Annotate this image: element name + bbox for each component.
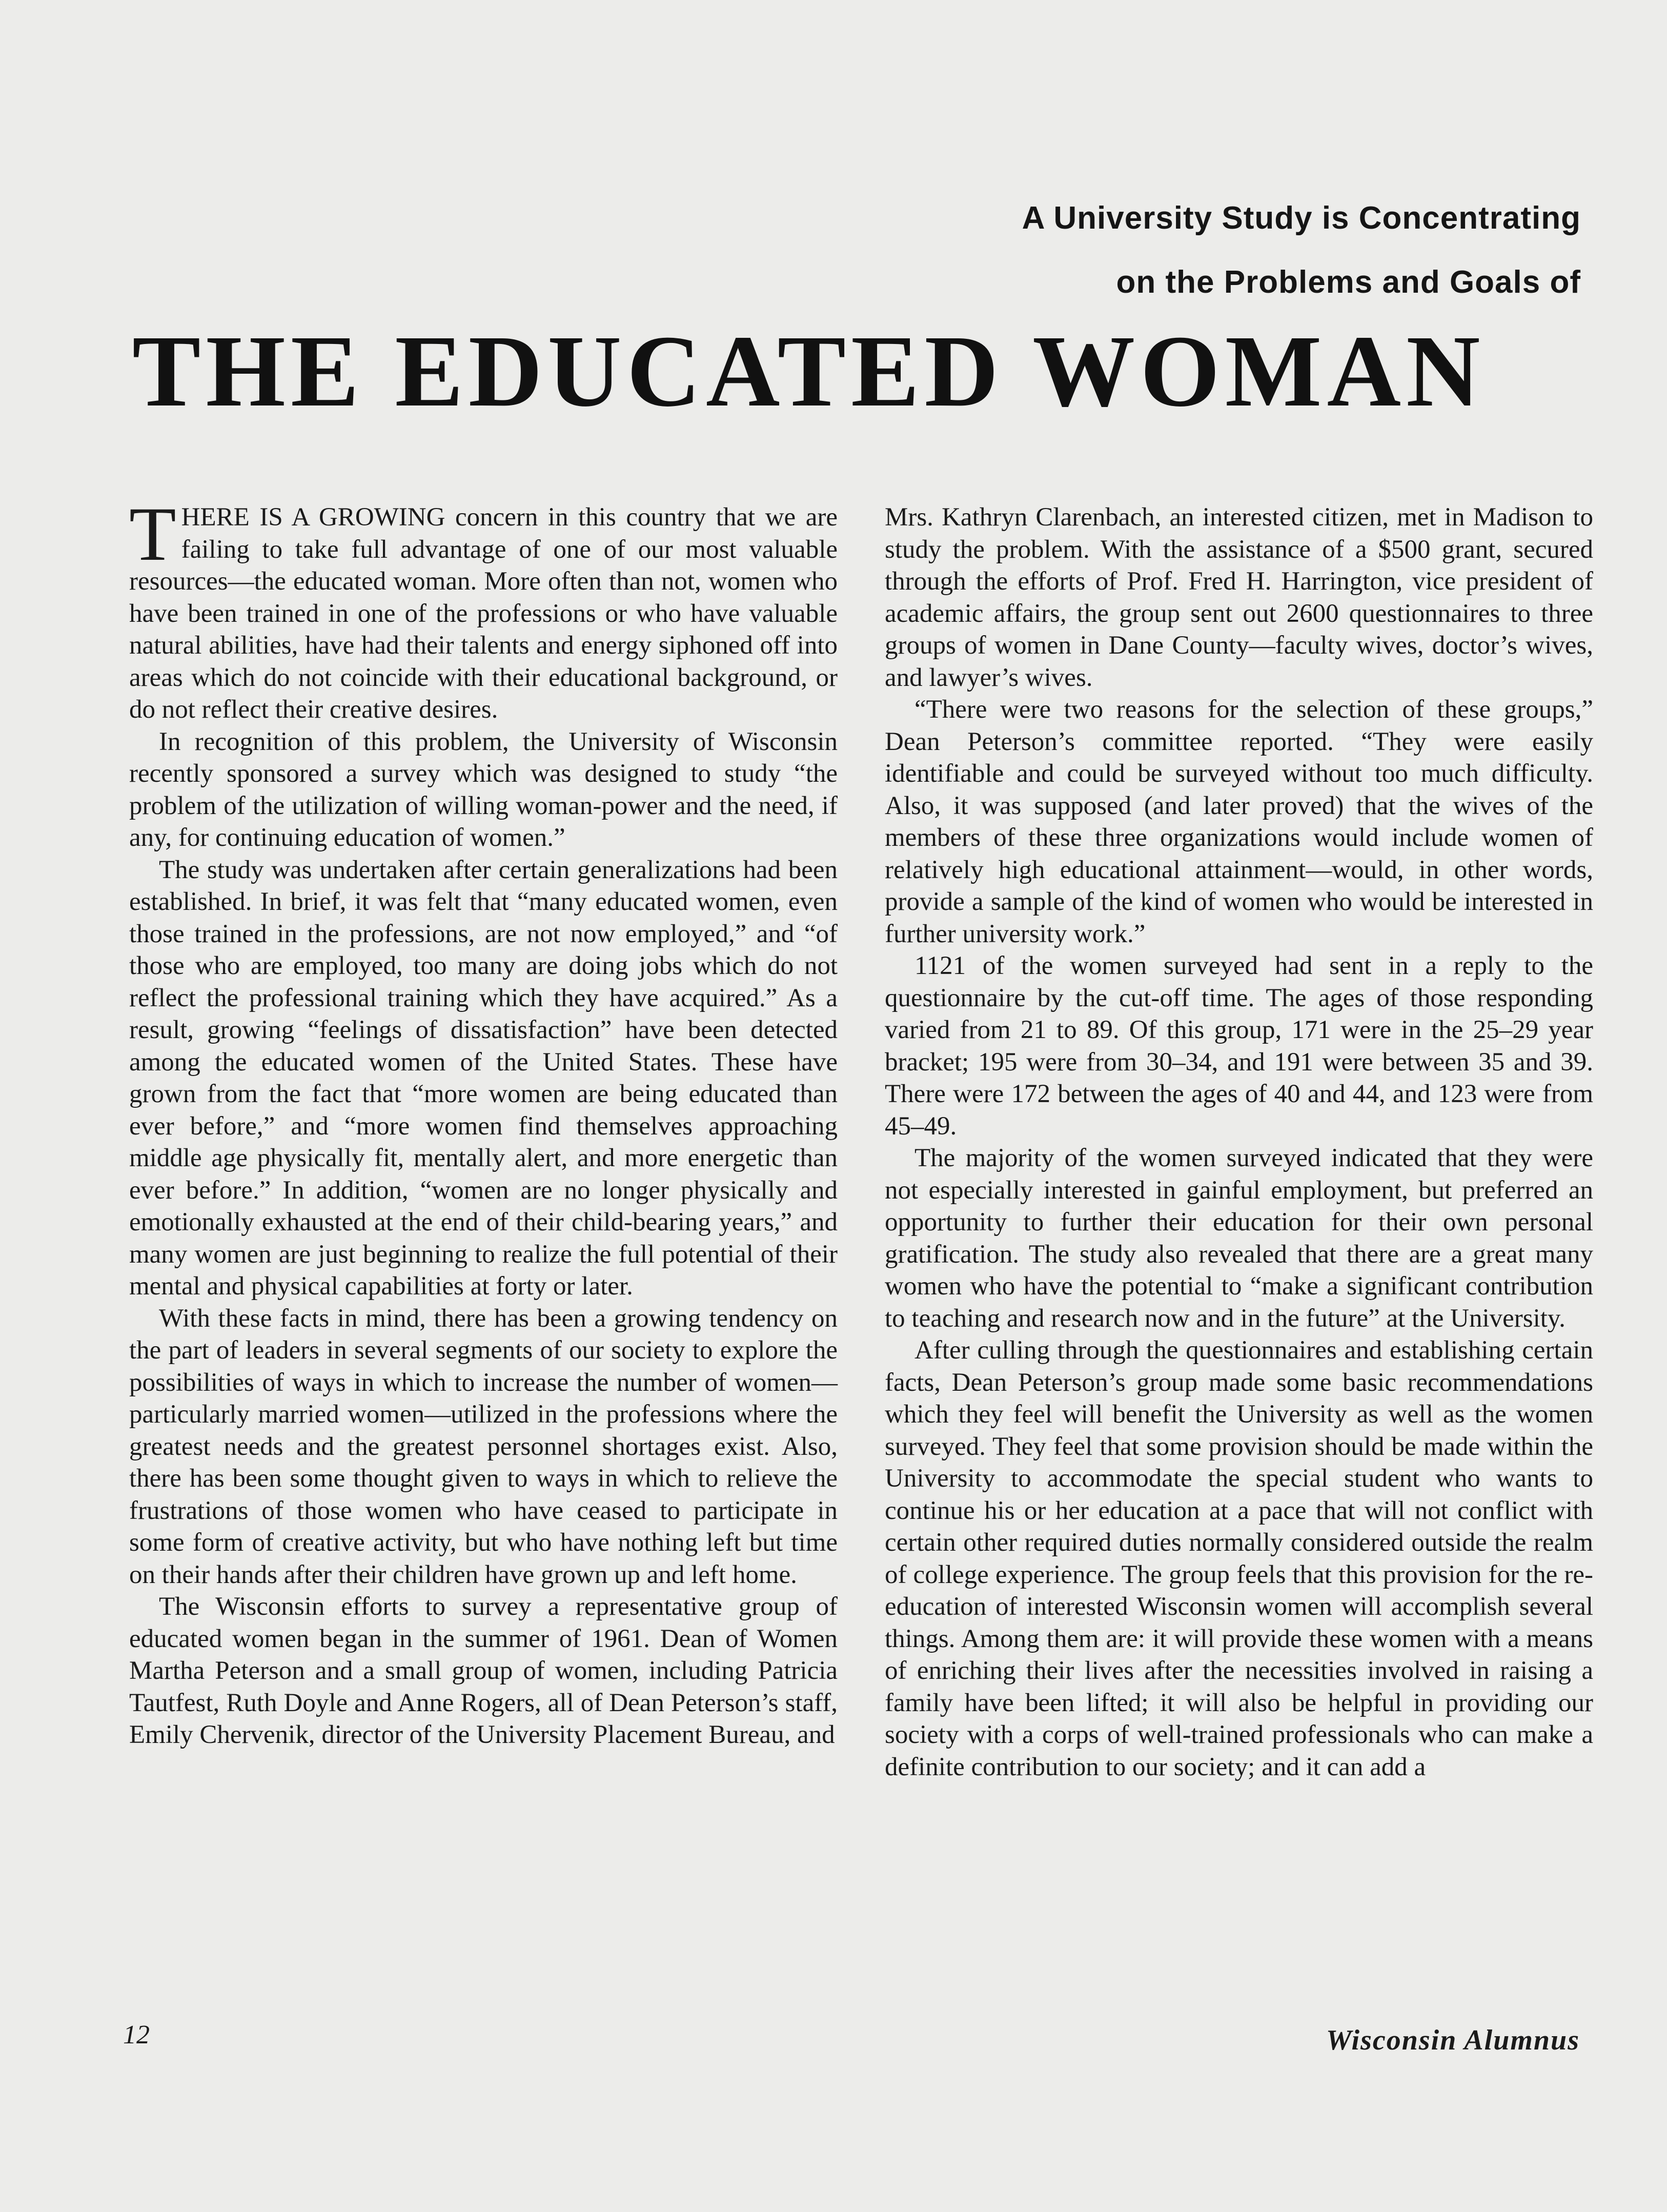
paragraph: [129, 492, 838, 726]
paragraph: The study was undertaken after certain generalizations had been established. In brief, it was felt that “many educated women, even those trained in the professions, are not now employed,” and “of those who are employed, too many are doing jobs which do not reflect the professional training which they have acquired.” As a result, growing “feelings of dissatisfaction” have been detected among the educated women of the United States. These have grown from the fact that “more women are being educated than ever before,” and “more women find themselves approaching middle age physically fit, mentally alert, and more energetic than ever before.” In addition, “women are no longer physically and emotionally exhausted at the end of their child-bearing years,” and many women are just beginning to realize the full potential of their mental and physical capabilities at forty or later.: [129, 855, 838, 1301]
paragraph: “There were two reasons for the selection of these groups,” Dean Peterson’s committee reported. “They were easily identifiable and could be surveyed without too much difficulty. Also, it was supposed (and later proved) that the wives of the members of these three organizations would include women of relatively high educational attainment—would, in other words, provide a sample of the kind of women who would be interested in further university work.”: [885, 695, 1593, 948]
kicker-line-2: on the Problems and Goals of: [1116, 265, 1581, 300]
article-title: THE EDUCATED WOMAN: [132, 315, 1486, 428]
right-column: [885, 501, 1593, 1783]
publication-name: Wisconsin Alumnus: [1326, 2024, 1580, 2056]
paragraph: 1121 of the women surveyed had sent in a reply to the questionnaire by the cut-off time. The ages of those responding varied from 21 to 89. Of this group, 171 were in the 25–29 year bracket; 195 were from 30–34, and 191 were between 35 and 39. There were 172 between the ages of 40 and 44, and 123 were from 45–49.: [885, 951, 1593, 1141]
paragraph: In recognition of this problem, the University of Wisconsin recently sponsored a survey which was designed to study “the problem of the utilization of willing woman-power and the need, if any, for continuing education of women.”: [129, 727, 838, 852]
drop-cap: T: [129, 492, 176, 577]
paragraph: The Wisconsin efforts to survey a representative group of educated women began in the summer of 1961. Dean of Women Martha Peterson and a small group of women, including Patricia Tautfest, Ruth Doyle and Anne Rogers, all of Dean Peterson’s staff, Emily Chervenik, director of the University Placement Bureau, and: [129, 1592, 838, 1749]
paragraph: Mrs. Kathryn Clarenbach, an interested citizen, met in Madison to study the problem. With the assistance of a $500 grant, secured through the efforts of Prof. Fred H. Harrington, vice president of academic affairs, the group sent out 2600 questionnaires to three groups of women in Dane County—faculty wives, doctor’s wives, and lawyer’s wives.: [885, 503, 1593, 692]
page-number: 12: [123, 2020, 150, 2049]
paragraph: The majority of the women surveyed indicated that they were not especially interested in gainful employment, but preferred an opportunity to further their education for their own personal gratification. The study also revealed that there are a great many women who have the potential to “make a significant contribution to teaching and research now and in the future” at the University.: [885, 1144, 1593, 1333]
kicker-line-1: A University Study is Concentrating: [1022, 200, 1581, 236]
paragraph: After culling through the questionnaires and establishing certain facts, Dean Peterson’s group made some basic recommendations which they feel will benefit the University as well as the women surveyed. They feel that some provision should be made within the University to accommodate the special student who wants to continue his or her education at a pace that will not conflict with certain other required duties normally considered outside the realm of college experience. The group feels that this provision for the re-education of interested Wisconsin women will accomplish several things. Among them are: it will provide these women with a means of enriching their lives after the necessities involved in raising a family have been lifted; it will also be helpful in providing our society with a corps of well-trained professionals who can make a definite contribution to our society; and it can add a: [885, 1336, 1593, 1781]
left-column: [129, 492, 838, 1751]
paragraph-text: HERE IS A GROWING concern in this country that we are failing to take full advantage of one of our most valuable resources—the educated woman. More often than not, women who have been trained in one of the professions or who have valuable natural abilities, have had their talents and energy siphoned off into areas which do not coincide with their educational background, or do not reflect their creative desires.: [129, 503, 838, 724]
paragraph: With these facts in mind, there has been a growing tendency on the part of leaders in several segments of our society to explore the possibilities of ways in which to increase the number of women—particularly married women—utilized in the professions where the greatest needs and the greatest personnel shortages exist. Also, there has been some thought given to ways in which to relieve the frustrations of those women who have ceased to participate in some form of creative activity, but who have nothing left but time on their hands after their children have grown up and left home.: [129, 1304, 838, 1589]
